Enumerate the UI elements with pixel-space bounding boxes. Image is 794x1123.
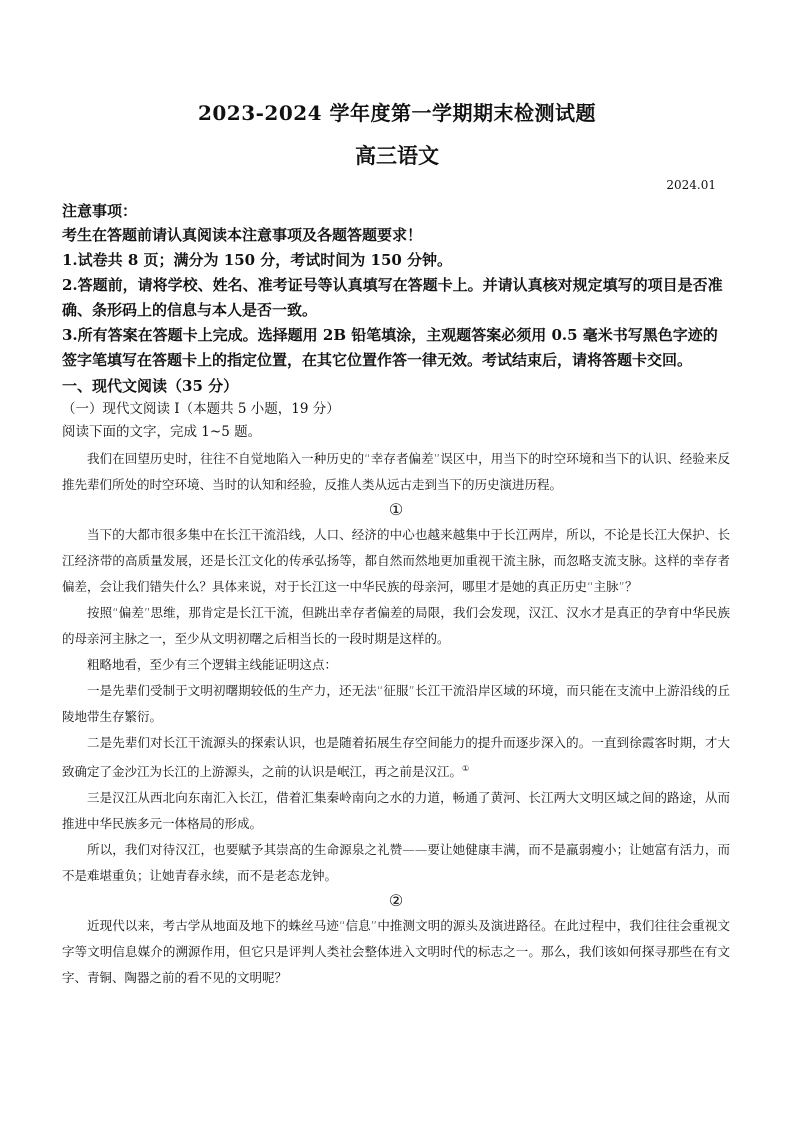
notice-heading: 注意事项： bbox=[62, 202, 138, 220]
section-heading: 一、现代文阅读（35 分） bbox=[62, 377, 239, 395]
notice-line-1: 1.试卷共 8 页；满分为 150 分，考试时间为 150 分钟。 bbox=[62, 251, 453, 269]
passage-paragraph-5-text: 二是先辈们对长江干流源头的探索认识，也是随着拓展生存空间能力的提升而逐步深入的。一直到徐霞客时期，才大致确定了金沙江为长江的上游源头，之前的认识是岷江，再之前是汉江。 bbox=[62, 735, 730, 779]
exam-subject: 高三语文 bbox=[355, 143, 439, 168]
passage-intro: 我们在回望历史时，往往不自觉地陷入一种历史的“幸存者偏差”误区中，用当下的时空环境和当下的认识、经验来反推先辈们所处的时空环境、当时的认知和经验，反推人类从远古走到当下的历史演进历程。 bbox=[62, 451, 730, 492]
footnote-marker: ① bbox=[462, 764, 470, 773]
passage-paragraph-5 bbox=[62, 730, 730, 785]
notice-line-0: 考生在答题前请认真阅读本注意事项及各题答题要求！ bbox=[62, 226, 423, 244]
passage-paragraph-3: 粗略地看，至少有三个逻辑主线能证明这点： bbox=[87, 657, 338, 672]
passage-paragraph-4: 一是先辈们受制于文明初曙期较低的生产力，还无法“征服”长江干流沿岸区域的环境，而只能在支流中上游沿线的丘陵地带生存繁衍。 bbox=[62, 683, 730, 724]
sub-section-heading: （一）现代文阅读 I（本题共 5 小题，19 分） bbox=[62, 401, 340, 417]
section-mark-1: ① bbox=[388, 500, 404, 519]
notice-line-2: 2.答题前，请将学校、姓名、准考证号等认真填写在答题卡上。并请认真核对规定填写的项目是否准确、条形码上的信息与本人是否一致。 bbox=[62, 276, 723, 319]
passage-paragraph-7: 所以，我们对待汉江，也要赋予其崇高的生命源泉之礼赞——要让她健康丰满，而不是羸弱瘦小；让她富有活力，而不是难堪重负；让她青春永续，而不是老态龙钟。 bbox=[62, 842, 730, 883]
exam-date: 2024.01 bbox=[666, 178, 716, 192]
passage-paragraph-2: 按照“偏差”思维，那肯定是长江干流，但跳出幸存者偏差的局限，我们会发现，汉江、汉水才是真正的孕育中华民族的母亲河主脉之一，至少从文明初曙之后相当长的一段时期是这样的。 bbox=[62, 605, 730, 646]
exam-title: 2023-2024 学年度第一学期期末检测试题 bbox=[197, 101, 597, 125]
exam-content bbox=[62, 196, 730, 991]
section-mark-2: ② bbox=[388, 891, 404, 910]
notice-line-3: 3.所有答案在答题卡上完成。选择题用 2B 铅笔填涂，主观题答案必须用 0.5 毫米书写黑色字迹的签字笔填写在答题卡上的指定位置，在其它位置作答一律无效。考试结束后，请将答题卡交回。 bbox=[62, 326, 718, 369]
reading-instruction: 阅读下面的文字，完成 1~5 题。 bbox=[62, 424, 262, 440]
passage-paragraph-1: 当下的大都市很多集中在长江干流沿线，人口、经济的中心也越来越集中于长江两岸，所以，不论是长江大保护、长江经济带的高质量发展，还是长江文化的传承弘扬等，都自然而然地更加重视干流主脉，而忽略支流支脉。这样的幸存者偏差，会让我们错失什么？具体来说，对于长江这一中华民族的母亲河，哪里才是她的真正历史“主脉”？ bbox=[62, 527, 730, 594]
passage-paragraph-6: 三是汉江从西北向东南汇入长江，借着汇集秦岭南向之水的力道，畅通了黄河、长江两大文明区域之间的路途，从而推进中华民族多元一体格局的形成。 bbox=[62, 790, 730, 831]
passage-paragraph-8: 近现代以来，考古学从地面及地下的蛛丝马迹“信息”中推测文明的源头及演进路径。在此过程中，我们往往会重视文字等文明信息媒介的溯源作用，但它只是评判人类社会整体进入文明时代的标志之一。那么，我们该如何探寻那些在有文字、青铜、陶器之前的看不见的文明呢？ bbox=[62, 918, 730, 985]
